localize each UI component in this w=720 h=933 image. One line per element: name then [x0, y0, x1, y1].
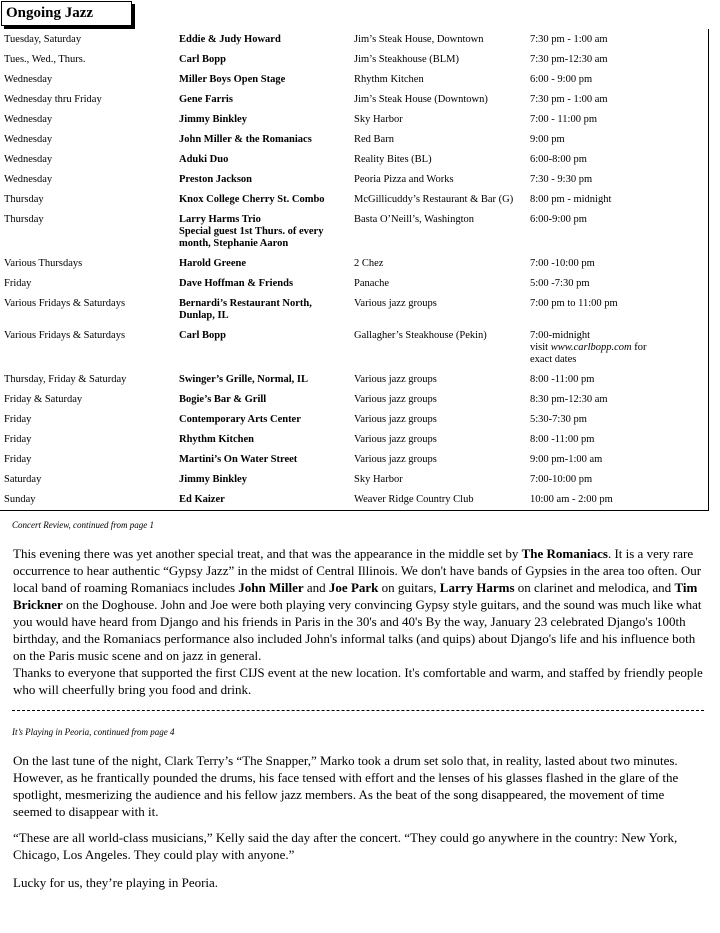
schedule-performer: Aduki Duo	[179, 154, 229, 165]
schedule-time: 5:30-7:30 pm	[530, 414, 587, 425]
schedule-venue: Basta O’Neill’s, Washington	[354, 214, 474, 225]
schedule-venue: Sky Harbor	[354, 474, 403, 485]
schedule-time: 7:30 pm - 1:00 am	[530, 94, 608, 105]
review-text: and	[303, 580, 329, 595]
schedule-time: 9:00 pm	[530, 134, 565, 145]
schedule-day: Tues., Wed., Thurs.	[4, 54, 86, 65]
schedule-day: Thursday	[4, 214, 44, 225]
musician-name: John Miller	[238, 580, 304, 595]
schedule-day: Wednesday	[4, 174, 53, 185]
section-divider	[12, 710, 704, 711]
musician-name: Larry Harms	[439, 580, 515, 595]
schedule-day: Saturday	[4, 474, 42, 485]
review-text: on guitars,	[378, 580, 440, 595]
schedule-time: 7:00 -10:00 pm	[530, 258, 595, 269]
peoria-paragraph-2: “These are all world-class musicians,” Kelly said the day after the concert. “They could go anywhere in the country: New York, Chicago, Los Angeles. They could play with anyone.”	[13, 830, 678, 862]
schedule-performer: Bogie’s Bar & Grill	[179, 394, 267, 405]
peoria-paragraph-3: Lucky for us, they’re playing in Peoria.	[13, 875, 219, 890]
schedule-day: Thursday, Friday & Saturday	[4, 374, 127, 385]
schedule-day: Tuesday, Saturday	[4, 34, 82, 45]
jazz-schedule-table	[0, 29, 709, 511]
schedule-time: 6:00-9:00 pm	[530, 214, 587, 225]
schedule-day: Wednesday	[4, 154, 53, 165]
schedule-time: 8:00 -11:00 pm	[530, 434, 595, 445]
peoria-continued-caption: It’s Playing in Peoria, continued from page 4	[12, 727, 175, 737]
schedule-venue: Various jazz groups	[354, 414, 437, 425]
musician-name: Joe Park	[328, 580, 379, 595]
schedule-venue: McGillicuddy’s Restaurant & Bar (G)	[354, 194, 514, 205]
schedule-time: 7:00 pm to 11:00 pm	[530, 298, 618, 309]
schedule-performer: Knox College Cherry St. Combo	[179, 194, 325, 205]
schedule-day: Wednesday	[4, 134, 53, 145]
musician-name: Tim Brickner	[13, 580, 698, 612]
schedule-venue: Reality Bites (BL)	[354, 154, 432, 165]
schedule-performer: Jimmy Binkley	[179, 114, 247, 125]
schedule-venue: Various jazz groups	[354, 434, 437, 445]
schedule-venue: Jim’s Steak House (Downtown)	[354, 94, 488, 105]
schedule-venue: Jim’s Steak House, Downtown	[354, 34, 484, 45]
schedule-venue: Rhythm Kitchen	[354, 74, 424, 85]
schedule-performer: Rhythm Kitchen	[179, 434, 254, 445]
schedule-performer: Harold Greene	[179, 258, 246, 269]
section-title: Ongoing Jazz	[6, 5, 94, 21]
schedule-venue: Various jazz groups	[354, 374, 437, 385]
schedule-day: Friday	[4, 454, 32, 465]
schedule-performer: Swinger’s Grille, Normal, IL	[179, 374, 308, 385]
review-text: This evening there was yet another special treat, and that was the appearance in the middle set by	[13, 546, 522, 561]
schedule-venue: Various jazz groups	[354, 454, 437, 465]
schedule-performer: Gene Farris	[179, 94, 233, 105]
schedule-time: 7:00 - 11:00 pm	[530, 114, 597, 125]
schedule-performer: Jimmy Binkley	[179, 474, 247, 485]
schedule-venue: Weaver Ridge Country Club	[354, 494, 474, 505]
schedule-venue: Panache	[354, 278, 389, 289]
schedule-performer: Miller Boys Open Stage	[179, 74, 286, 85]
schedule-venue: 2 Chez	[354, 258, 384, 269]
schedule-day: Wednesday thru Friday	[4, 94, 102, 105]
schedule-time: 8:30 pm-12:30 am	[530, 394, 608, 405]
schedule-venue: Various jazz groups	[354, 394, 437, 405]
review-paragraph-2: Thanks to everyone that supported the first CIJS event at the new location. It's comfortable and warm, and staffed by friendly people who will cheerfully bring you food and drink.	[13, 665, 703, 697]
schedule-time: 10:00 am - 2:00 pm	[530, 494, 613, 505]
schedule-time: 7:30 pm-12:30 am	[530, 54, 608, 65]
schedule-performer: Carl Bopp	[179, 54, 226, 65]
schedule-venue: Various jazz groups	[354, 298, 437, 309]
review-paragraph-1	[13, 545, 703, 664]
schedule-performer: Larry Harms Trio Special guest 1st Thurs. of every month, Stephanie Aaron	[179, 214, 324, 249]
schedule-time: 7:00-10:00 pm	[530, 474, 593, 485]
schedule-time: 8:00 pm - midnight	[530, 194, 612, 205]
schedule-day: Various Fridays & Saturdays	[4, 298, 126, 309]
schedule-venue: Red Barn	[354, 134, 394, 145]
schedule-day: Wednesday	[4, 114, 53, 125]
schedule-time: 5:00 -7:30 pm	[530, 278, 590, 289]
review-continued-caption: Concert Review, continued from page 1	[12, 520, 154, 530]
review-text: on clarinet and melodica, and	[514, 580, 675, 595]
schedule-day: Thursday	[4, 194, 44, 205]
schedule-day: Various Thursdays	[4, 258, 83, 269]
schedule-performer: Ed Kaizer	[179, 494, 225, 505]
schedule-time: 7:00-midnight visit www.carlbopp.com for exact dates	[530, 330, 647, 365]
schedule-performer: Dave Hoffman & Friends	[179, 278, 294, 289]
schedule-performer: Bernardi’s Restaurant North, Dunlap, IL	[179, 298, 312, 321]
schedule-day: Friday & Saturday	[4, 394, 83, 405]
schedule-time: 9:00 pm-1:00 am	[530, 454, 603, 465]
schedule-performer: John Miller & the Romaniacs	[179, 134, 312, 145]
schedule-day: Friday	[4, 278, 32, 289]
schedule-performer: Eddie & Judy Howard	[179, 34, 281, 45]
schedule-venue: Gallagher’s Steakhouse (Pekin)	[354, 330, 487, 341]
peoria-paragraph-1: On the last tune of the night, Clark Terry’s “The Snapper,” Marko took a drum set solo that, in reality, lasted about two minutes. However, as he frantically pounded the drums, his face tensed with effort and the lenses of his glasses flashed in the glare of the spotlight, mesmerizing the audience and his fellow jazz members. As the beat of the song disappeared, the movement of time seemed to disappear with it.	[13, 753, 679, 819]
schedule-time: 6:00 - 9:00 pm	[530, 74, 593, 85]
schedule-day: Wednesday	[4, 74, 53, 85]
schedule-time: 8:00 -11:00 pm	[530, 374, 595, 385]
schedule-venue: Sky Harbor	[354, 114, 403, 125]
schedule-venue: Jim’s Steakhouse (BLM)	[354, 54, 459, 65]
schedule-performer: Contemporary Arts Center	[179, 414, 301, 425]
schedule-day: Sunday	[4, 494, 36, 505]
schedule-performer: Preston Jackson	[179, 174, 253, 185]
schedule-day: Various Fridays & Saturdays	[4, 330, 126, 341]
schedule-performer: Martini’s On Water Street	[179, 454, 298, 465]
review-text: on the Doghouse. John and Joe were both playing very convincing Gypsy style guitars, and the sound was much like what you would have heard from Django and his friends in Paris in the 30's and 40's By the way, January 23 celebrated Django's 100th birthday, and the Romaniacs performance also included John's informal talks (and quips) about Django's life and his influence both on the Paris music scene and on jazz in general.	[13, 597, 702, 663]
band-name: The Romaniacs	[521, 546, 608, 561]
schedule-performer: Carl Bopp	[179, 330, 226, 341]
schedule-day: Friday	[4, 434, 32, 445]
schedule-time: 6:00-8:00 pm	[530, 154, 587, 165]
section-title-box	[1, 1, 132, 26]
schedule-day: Friday	[4, 414, 32, 425]
schedule-venue: Peoria Pizza and Works	[354, 174, 454, 185]
schedule-time: 7:30 pm - 1:00 am	[530, 34, 608, 45]
schedule-time: 7:30 - 9:30 pm	[530, 174, 593, 185]
review-text: . It is a very rare occurrence to hear authentic “Gypsy Jazz” in the midst of Central Illinois. We don't have bands of Gypsies in the area too often. Our local band of roaming Romaniacs includes	[13, 546, 702, 595]
